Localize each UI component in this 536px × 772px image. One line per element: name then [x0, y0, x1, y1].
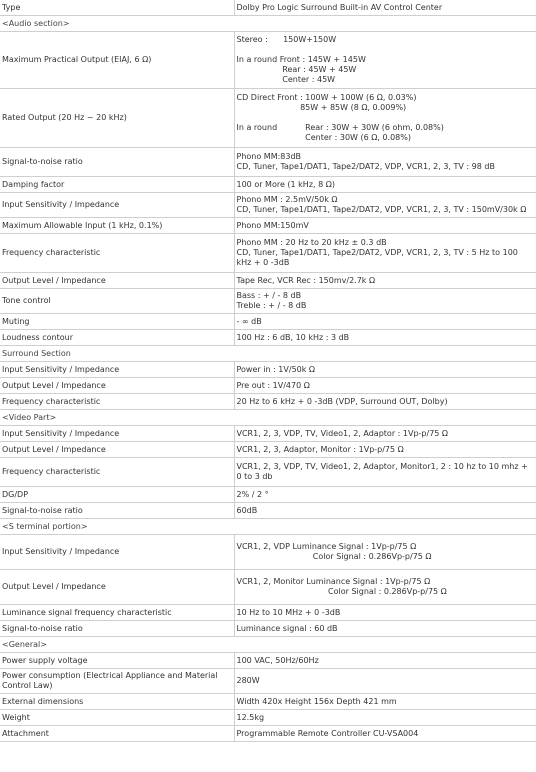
spec-label	[0, 653, 234, 669]
section-title: Surround Section	[0, 346, 536, 362]
spec-row	[0, 378, 536, 394]
spec-label	[0, 394, 234, 410]
spec-value-line: kHz + 0 -3dB	[236, 258, 290, 267]
spec-value	[234, 32, 536, 89]
spec-label-text: Output Level / Impedance	[2, 275, 106, 285]
spec-label	[0, 289, 234, 314]
spec-row	[0, 605, 536, 621]
spec-row	[0, 32, 536, 89]
spec-row	[0, 314, 536, 330]
spec-value-line: CD, Tuner, Tape1/DAT1, Tape2/DAT2, VDP, VCR1, 2, 3, TV : 5 Hz to 100	[236, 248, 518, 257]
spec-label	[0, 710, 234, 726]
spec-value-line: 0 to 3 db	[236, 472, 273, 481]
spec-row	[0, 694, 536, 710]
spec-value-line: Phono MM : 2.5mV/50k Ω	[236, 195, 338, 204]
spec-value-line: CD Direct Front : 100W + 100W (6 Ω, 0.03%)	[236, 93, 417, 102]
spec-label	[0, 487, 234, 503]
spec-value-line: 85W + 85W (8 Ω, 0.009%)	[236, 103, 407, 112]
spec-label	[0, 726, 234, 742]
spec-row	[0, 273, 536, 289]
spec-value-line: Center : 45W	[236, 75, 336, 84]
spec-label	[0, 535, 234, 570]
spec-row	[0, 442, 536, 458]
spec-value: Pre out : 1V/470 Ω	[234, 378, 536, 394]
spec-label-text: Tone control	[2, 296, 51, 305]
spec-label-text: Input Sensitivity / Impedance	[2, 200, 120, 209]
spec-label-text: Rated Output (20 Hz ~ 20 kHz)	[2, 113, 127, 122]
spec-label	[0, 442, 234, 458]
spec-value-line: Rear : 45W + 45W	[236, 65, 357, 74]
spec-label-text: Signal-to-noise ratio	[2, 157, 83, 166]
spec-value	[234, 669, 536, 694]
spec-row	[0, 148, 536, 177]
spec-value-line: Center : 30W (6 Ω, 0.08%)	[236, 133, 411, 142]
spec-value: 100 VAC, 50Hz/60Hz	[234, 653, 536, 669]
spec-value: VCR1, 2, 3, VDP, TV, Video1, 2, Adaptor : 1Vp-p/75 Ω	[234, 426, 536, 442]
spec-label-text: Frequency characteristic	[2, 248, 101, 257]
spec-label-text: Frequency characteristic	[2, 467, 101, 476]
spec-value: 100 Hz : 6 dB, 10 kHz : 3 dB	[234, 330, 536, 346]
spec-row	[0, 177, 536, 193]
spec-row	[0, 653, 536, 669]
spec-value-line: In a round Rear : 30W + 30W (6 ohm, 0.08%)	[236, 123, 444, 132]
spec-value-line: Phono MM : 20 Hz to 20 kHz ± 0.3 dB	[236, 238, 387, 247]
spec-value-line: Stereo : 150W+150W	[236, 35, 337, 44]
spec-value: - ∞ dB	[234, 314, 536, 330]
section-header-row	[0, 410, 536, 426]
spec-label-text: Signal-to-noise ratio	[2, 623, 83, 633]
spec-value: Luminance signal : 60 dB	[234, 621, 536, 637]
spec-label-text: Frequency characteristic	[2, 396, 101, 406]
spec-label	[0, 89, 234, 148]
spec-label-text: Weight	[2, 712, 30, 722]
section-header-row	[0, 519, 536, 535]
spec-value-line: Color Signal : 0.286Vp-p/75 Ω	[236, 552, 432, 561]
spec-label	[0, 605, 234, 621]
spec-value-line: 280W	[236, 676, 260, 685]
spec-label-text: Output Level / Impedance	[2, 380, 106, 390]
spec-row	[0, 193, 536, 218]
spec-label	[0, 378, 234, 394]
spec-value-line: Phono MM:83dB	[236, 152, 302, 161]
spec-label	[0, 193, 234, 218]
spec-value: 2% / 2 °	[234, 487, 536, 503]
spec-row	[0, 669, 536, 694]
spec-label	[0, 669, 234, 694]
spec-value: Programmable Remote Controller CU-VSA004	[234, 726, 536, 742]
spec-label-text: Luminance signal frequency characteristic	[2, 607, 172, 617]
spec-value: 12.5kg	[234, 710, 536, 726]
spec-label	[0, 426, 234, 442]
spec-label	[0, 570, 234, 605]
spec-value	[234, 193, 536, 218]
spec-value	[234, 289, 536, 314]
spec-label-text: DG/DP	[2, 489, 29, 499]
spec-value-line: Bass : + / - 8 dB	[236, 291, 302, 300]
spec-value: Width 420x Height 156x Depth 421 mm	[234, 694, 536, 710]
spec-value-line: In a round Front : 145W + 145W	[236, 55, 366, 64]
spec-value-line	[237, 113, 535, 123]
spec-label-text: Output Level / Impedance	[2, 582, 106, 591]
spec-row	[0, 621, 536, 637]
spec-label	[0, 234, 234, 273]
spec-label-text: Power supply voltage	[2, 655, 88, 665]
spec-label	[0, 330, 234, 346]
spec-value-line: Color Signal : 0.286Vp-p/75 Ω	[236, 587, 447, 596]
spec-value: Phono MM:150mV	[234, 218, 536, 234]
spec-label-text: Maximum Practical Output (EIAJ, 6 Ω)	[2, 55, 152, 64]
spec-value-line: Treble : + / - 8 dB	[236, 301, 307, 310]
spec-label-text: Type	[2, 2, 21, 12]
spec-row	[0, 458, 536, 487]
spec-row	[0, 289, 536, 314]
spec-label	[0, 314, 234, 330]
spec-label	[0, 458, 234, 487]
spec-value: 10 Hz to 10 MHz + 0 -3dB	[234, 605, 536, 621]
spec-value-line: CD, Tuner, Tape1/DAT1, Tape2/DAT2, VDP, VCR1, 2, 3, TV : 98 dB	[236, 162, 495, 171]
spec-value-line: VCR1, 2, 3, VDP, TV, Video1, 2, Adaptor, Monitor1, 2 : 10 hz to 10 mhz +	[236, 462, 528, 471]
spec-row	[0, 726, 536, 742]
section-title: <S terminal portion>	[0, 519, 536, 535]
spec-label-text: Power consumption (Electrical Appliance and Material Control Law)	[2, 671, 218, 690]
spec-row	[0, 234, 536, 273]
spec-label	[0, 362, 234, 378]
spec-value	[234, 148, 536, 177]
spec-row	[0, 330, 536, 346]
section-header-row	[0, 16, 536, 32]
spec-row	[0, 535, 536, 570]
spec-label-text: External dimensions	[2, 696, 84, 706]
spec-value	[234, 535, 536, 570]
spec-value	[234, 458, 536, 487]
spec-label-text: Signal-to-noise ratio	[2, 505, 83, 515]
spec-label-text: Attachment	[2, 728, 49, 738]
spec-row	[0, 89, 536, 148]
spec-label	[0, 621, 234, 637]
spec-label-text: Loudness contour	[2, 332, 73, 342]
spec-row	[0, 362, 536, 378]
spec-label-text: Damping factor	[2, 179, 65, 189]
spec-label	[0, 32, 234, 89]
spec-value: Power in : 1V/50k Ω	[234, 362, 536, 378]
spec-row	[0, 710, 536, 726]
spec-value: VCR1, 2, 3, Adaptor, Monitor : 1Vp-p/75 Ω	[234, 442, 536, 458]
spec-label	[0, 177, 234, 193]
spec-value	[234, 570, 536, 605]
spec-label	[0, 503, 234, 519]
section-title: <General>	[0, 637, 536, 653]
spec-value: 100 or More (1 kHz, 8 Ω)	[234, 177, 536, 193]
spec-label	[0, 0, 234, 16]
spec-value-line: VCR1, 2, Monitor Luminance Signal : 1Vp-p/75 Ω	[236, 577, 431, 586]
spec-row	[0, 570, 536, 605]
spec-label-text: Muting	[2, 316, 30, 326]
spec-label-text: Input Sensitivity / Impedance	[2, 364, 120, 374]
section-header-row	[0, 637, 536, 653]
spec-row	[0, 394, 536, 410]
spec-label	[0, 694, 234, 710]
spec-label-text: Output Level / Impedance	[2, 444, 106, 454]
spec-value	[234, 234, 536, 273]
section-title: <Video Part>	[0, 410, 536, 426]
spec-label-text: Input Sensitivity / Impedance	[2, 547, 120, 556]
spec-value: 60dB	[234, 503, 536, 519]
spec-value-line: CD, Tuner, Tape1/DAT1, Tape2/DAT2, VDP, VCR1, 2, 3, TV : 150mV/30k Ω	[236, 205, 527, 214]
spec-row	[0, 426, 536, 442]
spec-row	[0, 0, 536, 16]
spec-row	[0, 487, 536, 503]
spec-value	[234, 89, 536, 148]
spec-row	[0, 218, 536, 234]
spec-label	[0, 218, 234, 234]
section-title: <Audio section>	[0, 16, 536, 32]
spec-value: Tape Rec, VCR Rec : 150mv/2.7k Ω	[234, 273, 536, 289]
spec-value-line	[237, 45, 535, 55]
spec-row	[0, 503, 536, 519]
spec-label-text: Input Sensitivity / Impedance	[2, 428, 120, 438]
spec-value: 20 Hz to 6 kHz + 0 -3dB (VDP, Surround OUT, Dolby)	[234, 394, 536, 410]
spec-value-line: VCR1, 2, VDP Luminance Signal : 1Vp-p/75 Ω	[236, 542, 417, 551]
spec-label-text: Maximum Allowable Input (1 kHz, 0.1%)	[2, 220, 163, 230]
section-header-row	[0, 346, 536, 362]
spec-label	[0, 273, 234, 289]
spec-label	[0, 148, 234, 177]
spec-value: Dolby Pro Logic Surround Built-in AV Control Center	[234, 0, 536, 16]
